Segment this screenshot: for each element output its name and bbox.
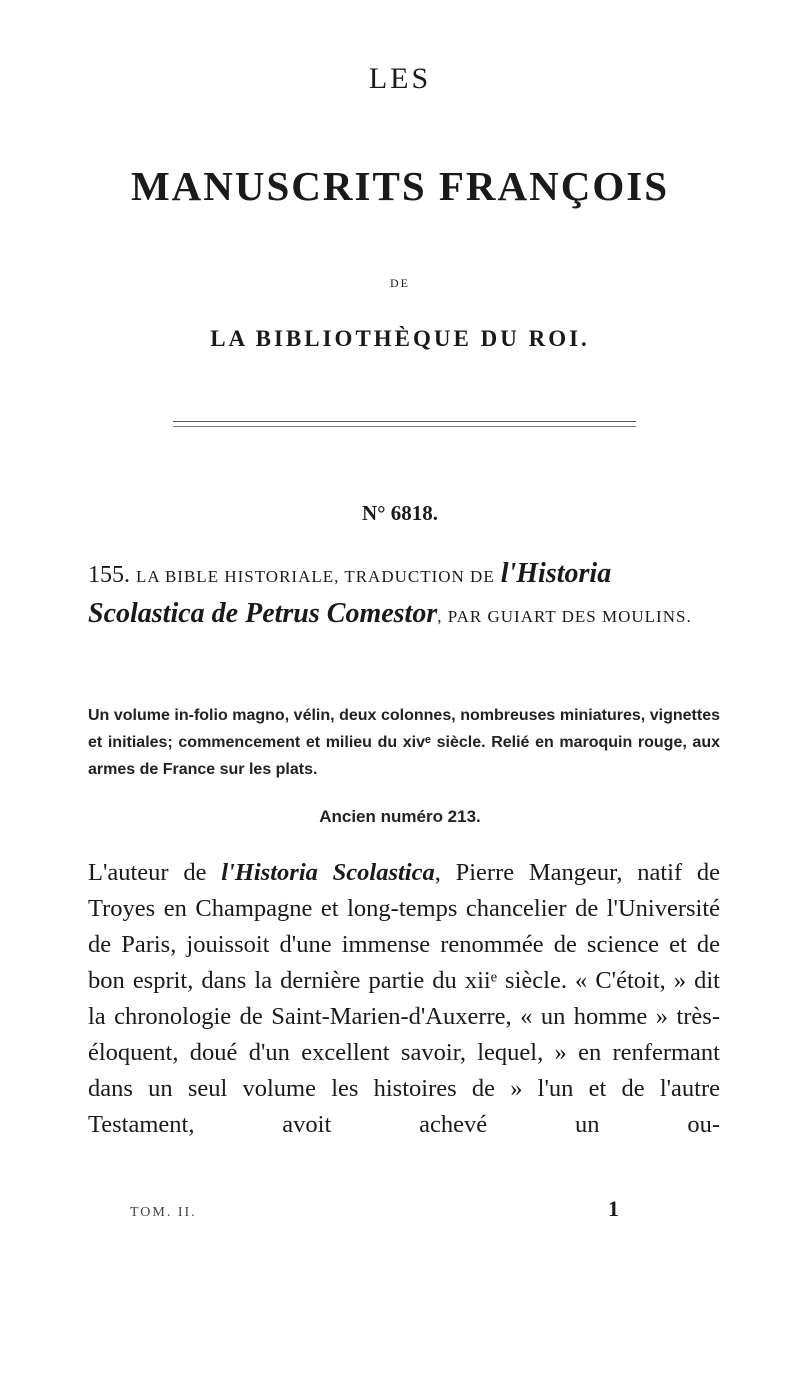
body-rest: , Pierre Mangeur, natif de Troyes en Champagne et long-temps chancelier de l'Université de Paris, jouissoit d'une immense renommée de science et de bon esprit, dans la dernière partie du xiiᵉ siècle. « C'étoit, » dit la chronologie de Saint-Marien-d'Auxerre, « un homme » très-éloquent, doué d'un excellent savoir, lequel, » en renfermant dans un seul volume les histoires de » l'un et de l'autre Testament, avoit achevé un ou- (88, 859, 720, 1138)
manuscript-number: N° 6818. (361, 501, 439, 525)
entry-description: Un volume in-folio magno, vélin, deux colonnes, nombreuses miniatures, vignettes et initiales; commencement et milieu du xivᵉ siècle. Relié en maroquin rouge, aux armes de France sur les plats. (88, 707, 720, 778)
page-number: 1 (608, 1196, 619, 1221)
body-intro: L'auteur de (88, 859, 222, 886)
page-title: MANUSCRITS FRANÇOIS (130, 163, 670, 209)
library-title: LA BIBLIOTHÈQUE DU ROI. (210, 326, 590, 351)
body-italic-title: l'Historia Scolastica (221, 859, 435, 886)
header-les: LES (368, 62, 432, 95)
footer-volume: TOM. II. (130, 1205, 197, 1220)
entry-item-number: 155. (88, 562, 130, 588)
divider-rule (173, 421, 636, 427)
ancien-numero: Ancien numéro 213. (319, 807, 481, 826)
entry-title-part1: LA BIBLE HISTORIALE, TRADUCTION DE (136, 567, 495, 586)
entry-title-italic: l'Historia Scolastica de Petrus Comestor (88, 558, 612, 629)
entry-title-part2: , PAR GUIART DES MOULINS. (437, 607, 692, 626)
header-de: DE (390, 276, 410, 290)
body-paragraph (88, 855, 720, 1143)
entry-heading (88, 555, 720, 635)
